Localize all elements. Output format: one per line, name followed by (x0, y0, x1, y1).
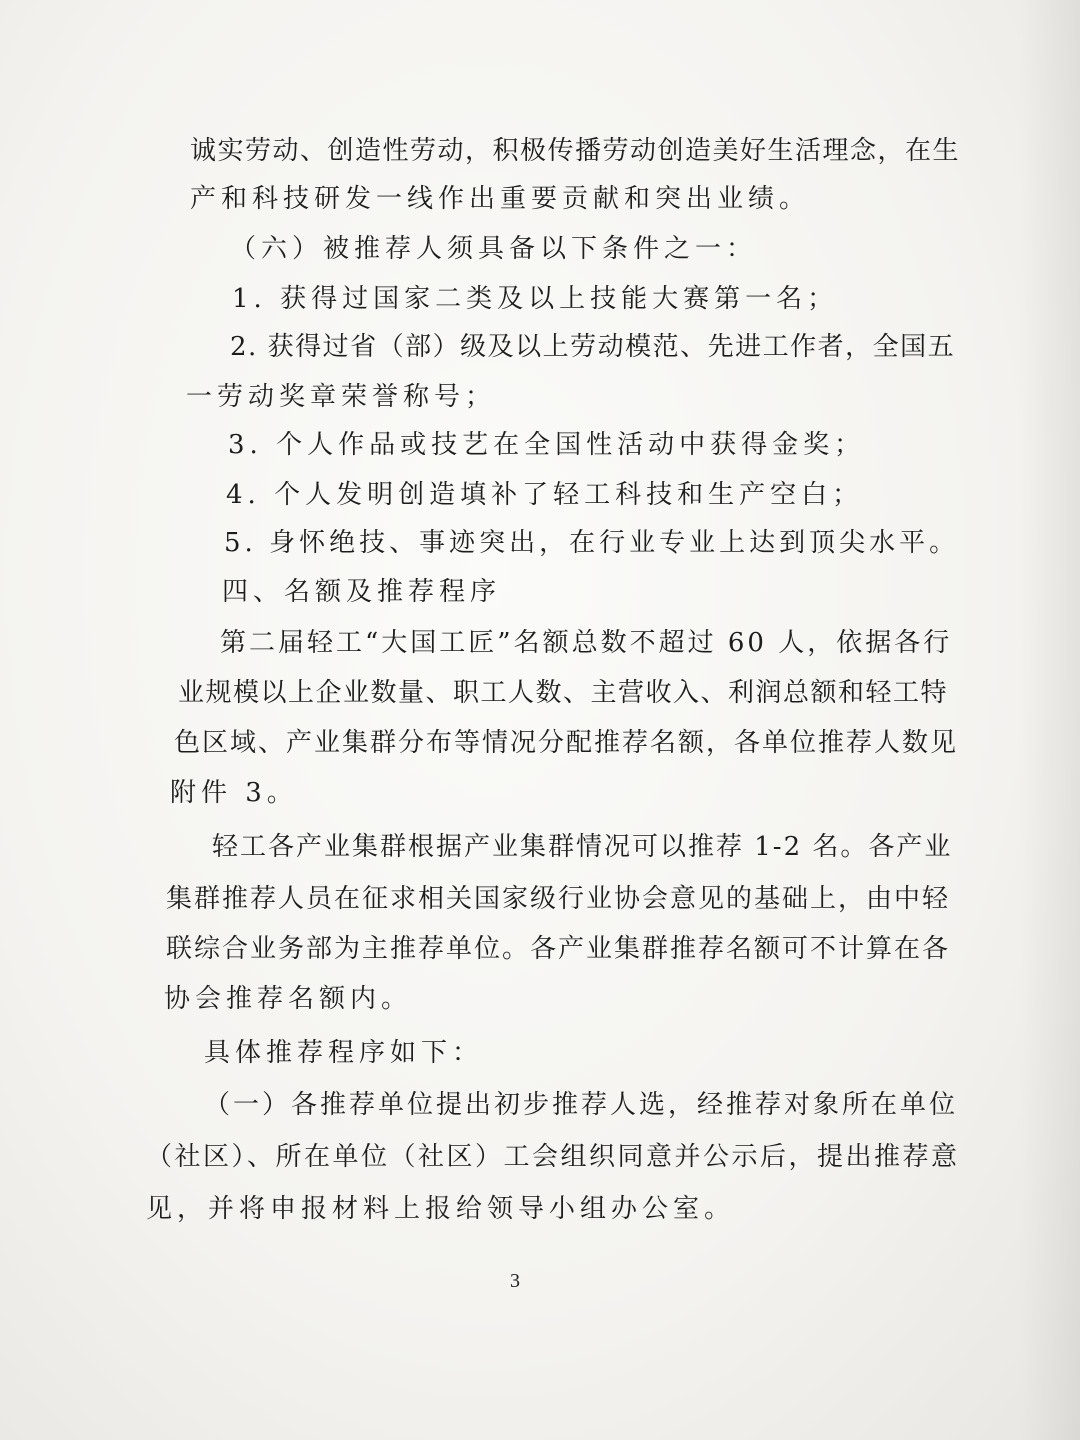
text-line-18: 协会推荐名额内。 (164, 984, 413, 1014)
text-line-19: 具体推荐程序如下： (204, 1038, 484, 1068)
text-line-6: 一劳动奖章荣誉称号； (186, 382, 497, 412)
text-line-8: 4. 个人发明创造填补了轻工科技和生产空白； (226, 480, 864, 510)
page-edge-shadow (1020, 0, 1080, 1440)
section-heading: 四、名额及推荐程序 (222, 577, 502, 607)
text-line-13: 色区域、产业集群分布等情况分配推荐名额，各单位推荐人数见 (174, 728, 959, 758)
text-line-20: （一）各推荐单位提出初步推荐人选，经推荐对象所在单位 (204, 1090, 959, 1120)
text-line-14: 附件 3。 (170, 778, 298, 808)
text-line-4: 1. 获得过国家二类及以上技能大赛第一名； (232, 284, 839, 314)
page-number: 3 (510, 1270, 520, 1292)
text-line-7: 3. 个人作品或技艺在全国性活动中获得金奖； (228, 430, 866, 460)
text-line-12: 业规模以上企业数量、职工人数、主营收入、利润总额和轻工特 (178, 678, 949, 708)
text-line-15: 轻工各产业集群根据产业集群情况可以推荐 1-2 名。各产业 (212, 832, 953, 862)
text-line-3: （六）被推荐人须具备以下条件之一： (230, 234, 758, 264)
text-line-11: 第二届轻工“大国工匠”名额总数不超过 60 人，依据各行 (220, 628, 953, 658)
text-line-22: 见，并将申报材料上报给领导小组办公室。 (146, 1194, 736, 1224)
text-line-21: （社区）、所在单位（社区）工会组织同意并公示后，提出推荐意 (146, 1142, 960, 1172)
text-line-17: 联综合业务部为主推荐单位。各产业集群推荐名额可不计算在各 (166, 934, 951, 964)
text-line-9: 5. 身怀绝技、事迹突出，在行业专业上达到顶尖水平。 (224, 528, 960, 558)
text-line-16: 集群推荐人员在征求相关国家级行业协会意见的基础上，由中轻 (166, 884, 951, 914)
text-line-2: 产和科技研发一线作出重要贡献和突出业绩。 (190, 184, 811, 214)
text-line-1: 诚实劳动、创造性劳动，积极传播劳动创造美好生活理念，在生 (190, 136, 961, 166)
text-line-5: 2. 获得过省（部）级及以上劳动模范、先进工作者，全国五 (230, 332, 956, 362)
